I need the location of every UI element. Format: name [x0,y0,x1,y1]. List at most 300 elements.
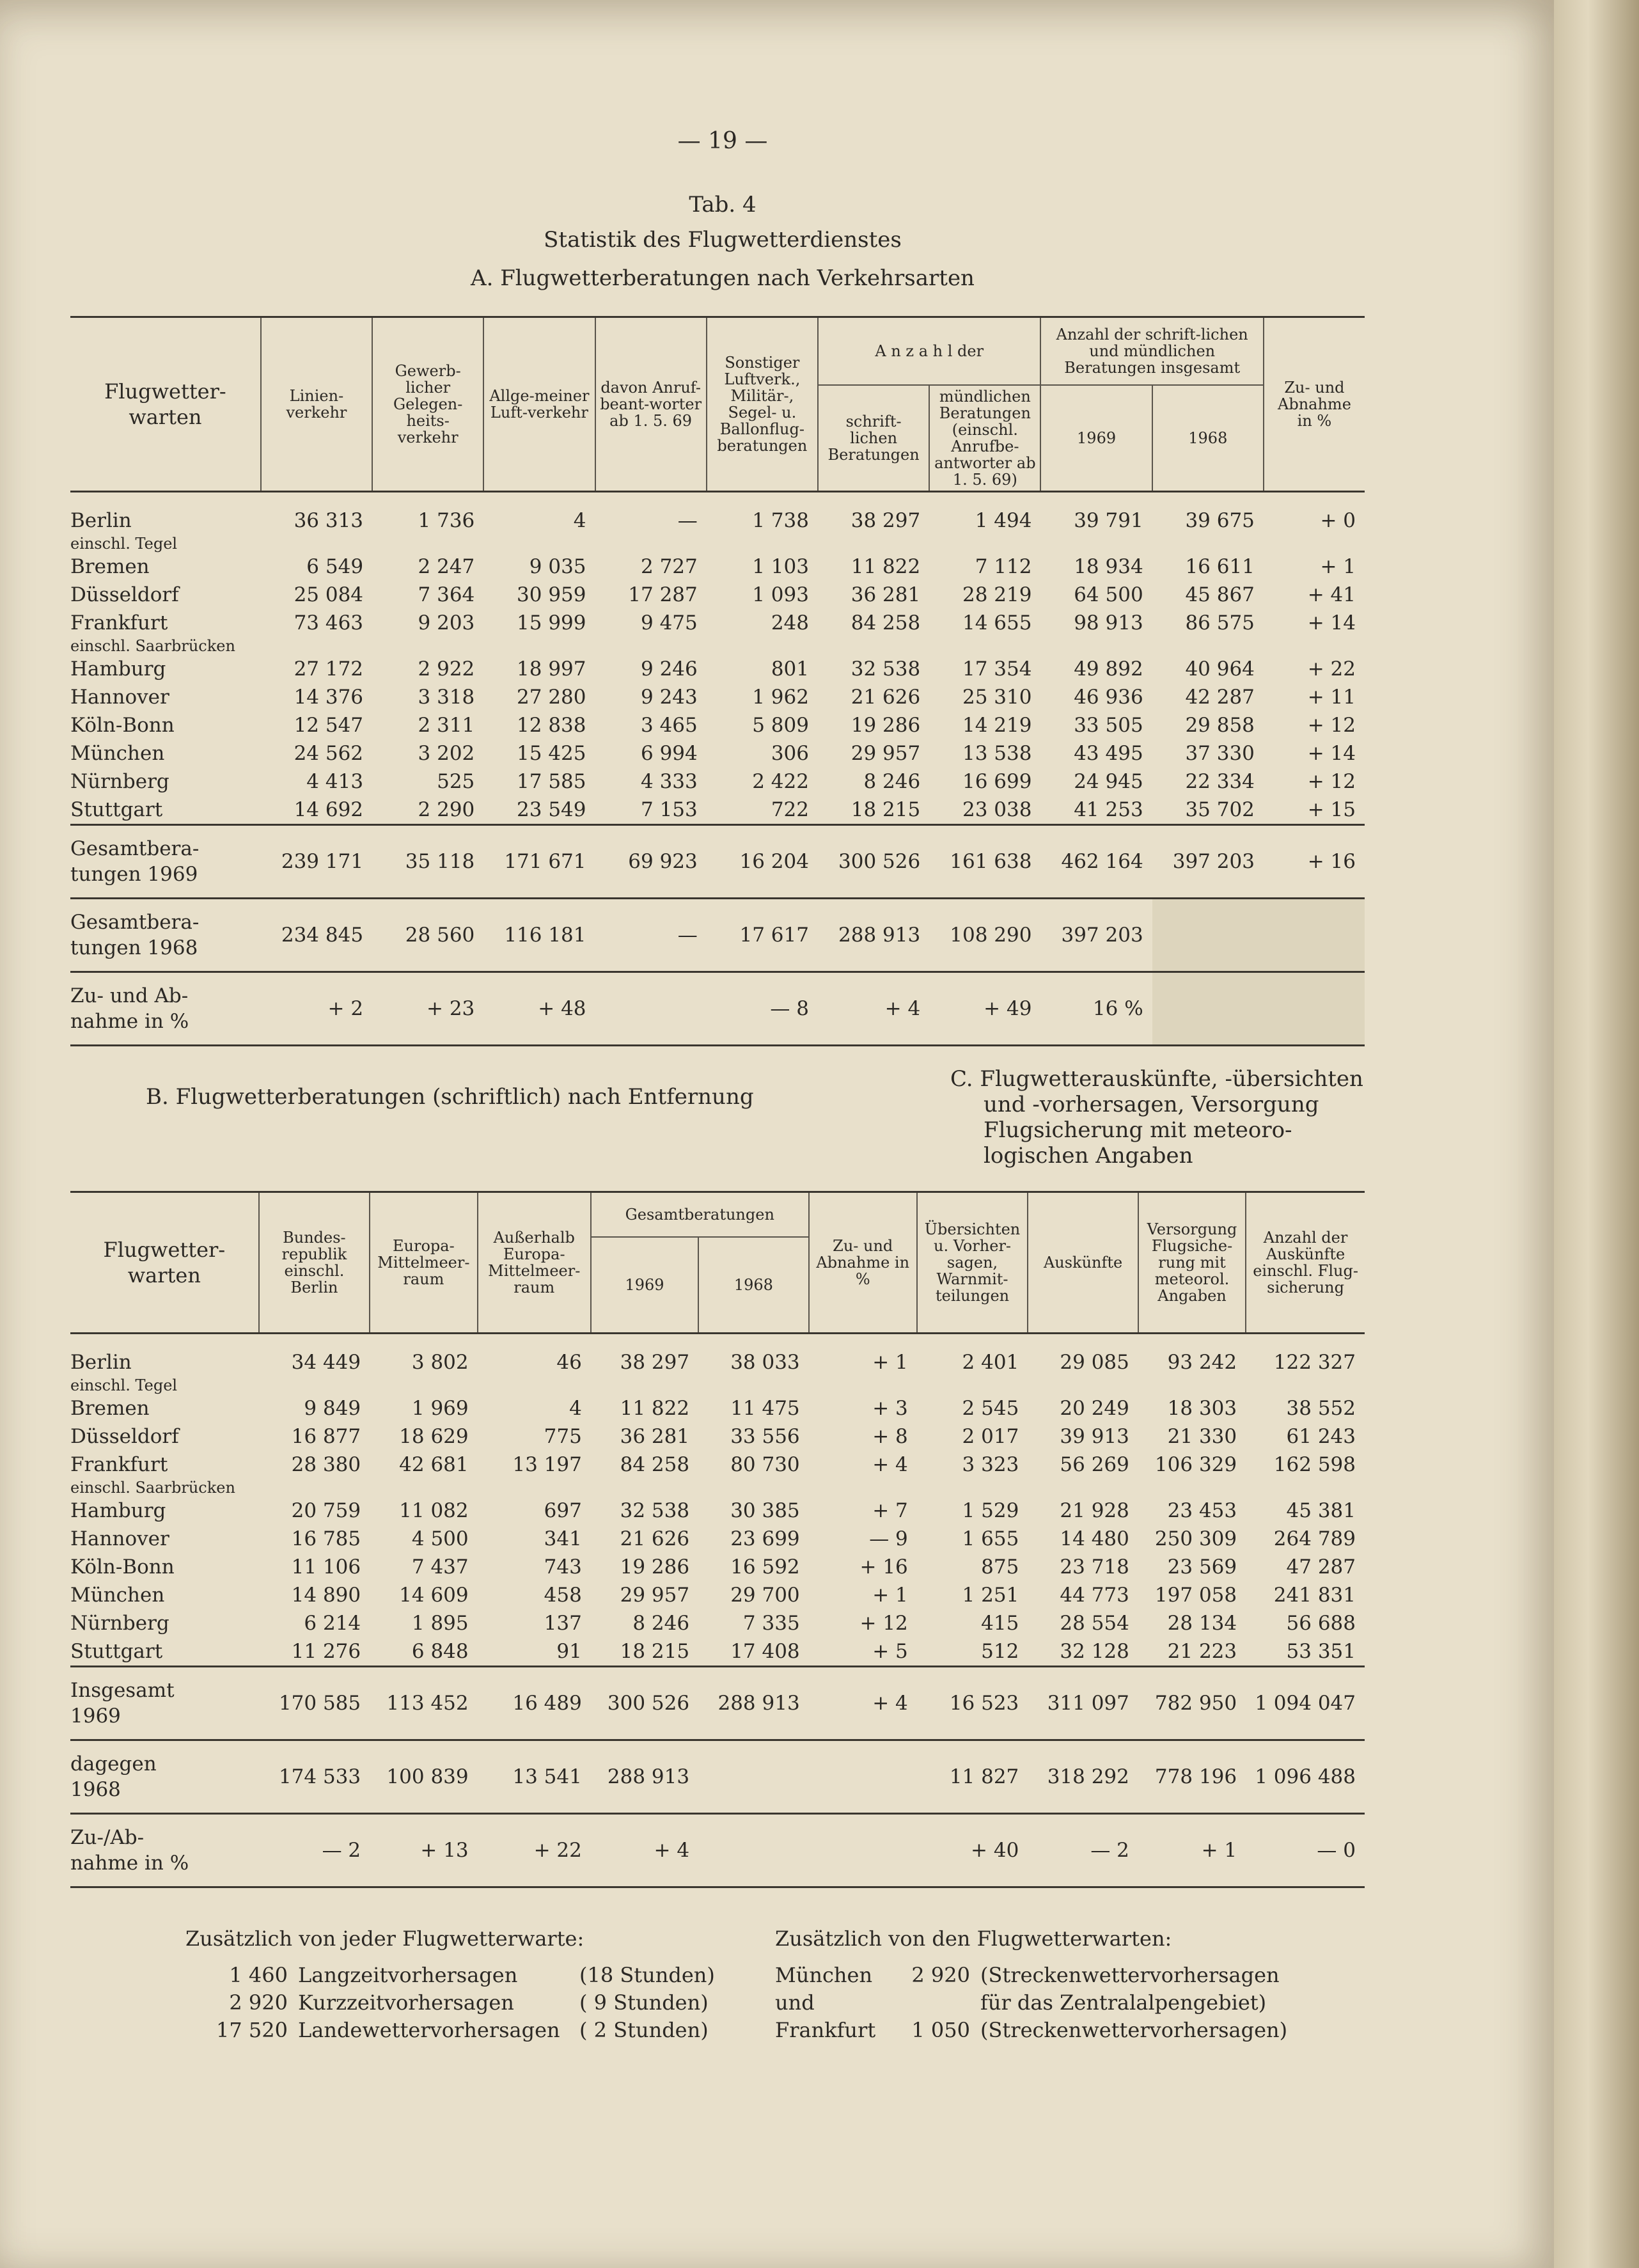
value-cell: 91 [556,1640,582,1663]
value-cell: 11 276 [291,1640,361,1663]
value-cell: 38 552 [1286,1397,1356,1420]
header-uebersichten: Übersichten u. Vorher-sagen, Warnmit-teilungen [917,1192,1028,1334]
value-cell: + 14 [1307,611,1356,634]
value-cell: 93 242 [1167,1351,1237,1374]
table-subrow [70,1376,1365,1394]
value-cell: 9 243 [641,686,698,709]
value-cell: 44 773 [1060,1584,1129,1607]
header-stations-b: Flugwetter-warten [103,1238,226,1288]
value-cell: 45 867 [1185,583,1255,606]
table-subrow [70,637,1365,655]
value-cell: 28 554 [1060,1612,1129,1635]
total-label-line: nahme in % [70,1010,189,1033]
value-cell: 11 827 [949,1765,1019,1788]
total-label-line: Gesamtbera- [70,911,200,934]
value-cell [595,972,707,1046]
table-row [70,655,1365,683]
value-cell: 778 196 [1154,1765,1237,1788]
footer-note: ( 2 Stunden) [579,2018,709,2042]
spacer [259,1376,1365,1394]
value-cell: 17 287 [628,583,698,606]
value-cell: 397 203 [1061,924,1143,947]
value-cell: 2 422 [752,770,809,793]
header-muendlich: mündlichen Beratungen (einschl. Anrufbe-antworter ab 1. 5. 69) [929,385,1040,492]
book-edge [1554,0,1639,2268]
value-cell: 241 831 [1273,1584,1356,1607]
value-cell: 14 609 [399,1584,469,1607]
value-cell: 28 560 [405,924,475,947]
value-cell: 27 172 [294,658,364,681]
value-cell: 2 290 [418,798,475,821]
value-cell: + 4 [872,1692,908,1715]
value-cell: 3 323 [962,1453,1019,1476]
value-cell: 29 085 [1060,1351,1129,1374]
value-cell: 6 994 [641,742,698,765]
value-cell: 41 253 [1074,798,1143,821]
value-cell: 23 453 [1167,1499,1237,1522]
value-cell: 25 310 [962,686,1032,709]
value-cell: 13 538 [962,742,1032,765]
value-cell: 2 017 [962,1425,1019,1448]
total-label [70,825,261,899]
header-zu-abnahme: Zu- und Abnahme in % [1264,317,1365,492]
value-cell: 4 [573,509,586,532]
value-cell: 49 892 [1074,658,1143,681]
station-name: Frankfurt [70,611,168,634]
value-cell: 775 [544,1425,582,1448]
value-cell: 16 699 [962,770,1032,793]
station-name: Hannover [70,686,169,709]
station-name: Hannover [70,1527,169,1550]
footer-count: 1 050 [911,2018,970,2042]
value-cell: 7 364 [418,583,475,606]
footer-left-item [185,2017,715,2044]
header-schriftlich: schrift-lichen Beratungen [818,385,929,492]
value-cell: 38 033 [730,1351,800,1374]
value-cell: 35 702 [1185,798,1255,821]
table-row [70,581,1365,609]
value-cell: 18 303 [1167,1397,1237,1420]
value-cell: 42 681 [399,1453,469,1476]
footer-note: (Streckenwettervorhersagen) [980,2018,1288,2042]
value-cell: 162 598 [1273,1453,1356,1476]
footer-station: München [775,1963,873,1987]
value-cell: 35 118 [405,850,475,873]
value-cell: 1 094 047 [1255,1692,1356,1715]
section-b-title: B. Flugwetterberatungen (schriftlich) nach Entfernung [146,1084,754,1110]
station-name: Hamburg [70,658,166,681]
footer-left-item [185,1989,715,2017]
value-cell: 722 [771,798,809,821]
station-name: München [70,1584,165,1607]
value-cell: 1 529 [962,1499,1019,1522]
total-label [70,899,261,972]
total-row [70,1740,1365,1814]
value-cell: 4 413 [306,770,364,793]
value-cell: 14 890 [291,1584,361,1607]
value-cell: 28 134 [1167,1612,1237,1635]
value-cell: 300 526 [838,850,921,873]
value-cell: + 4 [884,997,921,1020]
total-label [70,1740,259,1814]
value-cell: 18 215 [620,1640,690,1663]
value-cell: 39 913 [1060,1425,1129,1448]
station-subtitle: einschl. Tegel [70,535,178,553]
value-cell: 28 219 [962,583,1032,606]
spacer [259,1479,1365,1497]
value-cell: 29 957 [620,1584,690,1607]
value-cell: 1 738 [752,509,809,532]
value-cell: + 1 [872,1351,908,1374]
value-cell: 14 376 [294,686,364,709]
value-cell: + 5 [872,1640,908,1663]
value-cell: 4 500 [411,1527,469,1550]
value-cell: 1 736 [418,509,475,532]
value-cell: 17 585 [517,770,586,793]
value-cell: 14 480 [1060,1527,1129,1550]
value-cell: 2 247 [418,555,475,578]
header-1968: 1968 [1152,385,1264,492]
footer-right-item [775,1989,1287,2017]
total-row [70,972,1365,1046]
value-cell: 5 809 [752,714,809,737]
value-cell: + 1 [1201,1839,1237,1862]
value-cell: + 48 [538,997,586,1020]
value-cell: + 16 [859,1555,908,1579]
value-cell: 29 858 [1185,714,1255,737]
table-row [70,1637,1365,1667]
footer-right [775,1925,1287,2044]
value-cell: + 8 [872,1425,908,1448]
station-name: Hamburg [70,1499,166,1522]
value-cell: 45 381 [1286,1499,1356,1522]
table-row [70,1525,1365,1553]
station-name: Stuttgart [70,798,163,821]
total-label-line: Gesamtbera- [70,837,200,860]
station-name: Stuttgart [70,1640,163,1663]
value-cell: + 3 [872,1397,908,1420]
value-cell: 397 203 [1172,850,1255,873]
value-cell: 20 759 [291,1499,361,1522]
value-cell [1152,972,1264,1046]
value-cell: 782 950 [1154,1692,1237,1715]
value-cell: 56 269 [1060,1453,1129,1476]
value-cell: 6 549 [306,555,364,578]
value-cell: 458 [544,1584,582,1607]
value-cell: 61 243 [1286,1425,1356,1448]
value-cell: + 15 [1307,798,1356,821]
header-1968-b: 1968 [698,1237,809,1334]
table-b-c [70,1191,1365,1888]
value-cell: 7 335 [742,1612,800,1635]
value-cell: — 8 [770,997,809,1020]
value-cell: 53 351 [1286,1640,1356,1663]
value-cell: 1 494 [975,509,1032,532]
value-cell: 2 311 [418,714,475,737]
value-cell: 23 718 [1060,1555,1129,1579]
table-row [70,1497,1365,1525]
value-cell: + 13 [420,1839,469,1862]
value-cell: + 40 [971,1839,1019,1862]
value-cell: 6 214 [304,1612,361,1635]
value-cell [1264,972,1365,1046]
header-europa: Europa-Mittelmeer-raum [370,1192,477,1334]
value-cell: 11 082 [399,1499,469,1522]
footer-left [185,1925,715,2044]
footer-note: (18 Stunden) [579,1963,715,1987]
spacer [261,535,1365,553]
value-cell: 2 922 [418,658,475,681]
value-cell: — 9 [869,1527,908,1550]
value-cell: 40 964 [1185,658,1255,681]
table-row [70,1422,1365,1451]
value-cell [698,1740,809,1814]
value-cell: 38 297 [620,1351,690,1374]
value-cell: + 12 [1307,770,1356,793]
value-cell: — 0 [1317,1839,1356,1862]
value-cell: 239 171 [281,850,364,873]
table-row [70,507,1365,535]
value-cell: 9 849 [304,1397,361,1420]
value-cell: 14 692 [294,798,364,821]
table-row [70,683,1365,711]
header-1969: 1969 [1040,385,1152,492]
table-row [70,796,1365,825]
table-row [70,739,1365,768]
station-subtitle: einschl. Saarbrücken [70,637,235,655]
value-cell: 106 329 [1154,1453,1237,1476]
value-cell: 34 449 [291,1351,361,1374]
table-row [70,1609,1365,1637]
value-cell: 12 547 [294,714,364,737]
value-cell: 3 802 [411,1351,469,1374]
value-cell: 801 [771,658,809,681]
footer-station: und [775,1990,815,2015]
value-cell: 16 204 [739,850,809,873]
total-label-line: tungen 1969 [70,863,198,886]
value-cell: 36 281 [851,583,921,606]
footer-label: Langzeitvorhersagen [298,1963,518,1987]
value-cell: 171 671 [504,850,586,873]
value-cell: 100 839 [386,1765,469,1788]
value-cell: 17 408 [730,1640,800,1663]
total-label [70,1814,259,1887]
value-cell: 7 153 [641,798,698,821]
value-cell: 36 281 [620,1425,690,1448]
value-cell: 46 936 [1074,686,1143,709]
header-1969-b: 1969 [591,1237,698,1334]
value-cell: + 23 [427,997,475,1020]
value-cell: 20 249 [1060,1397,1129,1420]
footer-right-items [775,1962,1287,2044]
value-cell: 288 913 [607,1765,690,1788]
value-cell: 1 093 [752,583,809,606]
page-number: — 19 — [677,128,768,154]
station-name: Köln-Bonn [70,1555,175,1579]
table-a [70,316,1365,1046]
total-label-line: Insgesamt [70,1679,175,1702]
value-cell: 1 096 488 [1255,1765,1356,1788]
value-cell: — 2 [1090,1839,1129,1862]
station-name: München [70,742,165,765]
value-cell: 16 % [1092,997,1143,1020]
value-cell: 21 223 [1167,1640,1237,1663]
value-cell: 512 [981,1640,1019,1663]
value-cell: + 4 [654,1839,690,1862]
value-cell: 14 655 [962,611,1032,634]
value-cell: 875 [981,1555,1019,1579]
total-row [70,899,1365,972]
value-cell: + 2 [327,997,364,1020]
total-label-line: 1969 [70,1705,121,1728]
value-cell: + 12 [1307,714,1356,737]
value-cell: 108 290 [950,924,1032,947]
station-name: Köln-Bonn [70,714,175,737]
value-cell: 80 730 [730,1453,800,1476]
value-cell: — [677,924,698,947]
value-cell [1152,899,1264,972]
section-c-title-line: C. Flugwetterauskünfte, -übersichten [950,1066,1363,1092]
footer-note: ( 9 Stunden) [579,1990,709,2015]
table-b-c-body [70,1348,1365,1887]
table-a-body [70,507,1365,1046]
value-cell: 4 333 [641,770,698,793]
value-cell: 341 [544,1527,582,1550]
value-cell: 32 538 [851,658,921,681]
value-cell: 18 997 [517,658,586,681]
value-cell: 29 957 [851,742,921,765]
value-cell: 38 297 [851,509,921,532]
section-c-title-line: und -vorhersagen, Versorgung [984,1092,1319,1117]
value-cell: 462 164 [1061,850,1143,873]
value-cell: 16 877 [291,1425,361,1448]
header-anzahl-der: A n z a h l der [818,317,1040,386]
value-cell: 311 097 [1047,1692,1129,1715]
value-cell: 17 617 [739,924,809,947]
value-cell: 318 292 [1047,1765,1129,1788]
table-row [70,1451,1365,1479]
value-cell: — 2 [322,1839,361,1862]
value-cell: 9 246 [641,658,698,681]
value-cell: 288 913 [838,924,921,947]
value-cell: 9 035 [529,555,586,578]
value-cell: 6 848 [411,1640,469,1663]
value-cell: 56 688 [1286,1612,1356,1635]
table-row [70,1553,1365,1581]
value-cell: + 41 [1307,583,1356,606]
value-cell: + 7 [872,1499,908,1522]
value-cell: 1 655 [962,1527,1019,1550]
value-cell: 15 425 [517,742,586,765]
value-cell: 3 202 [418,742,475,765]
total-label-line: nahme in % [70,1852,189,1875]
footer-note: (Streckenwettervorhersagen [980,1963,1280,1987]
header-stations: Flugwetter-warten [104,379,226,429]
value-cell: 525 [437,770,475,793]
table-row [70,609,1365,637]
value-cell [809,1740,917,1814]
value-cell: 16 489 [512,1692,582,1715]
total-label-line: Zu- und Ab- [70,984,189,1007]
value-cell: 11 106 [291,1555,361,1579]
value-cell: 25 084 [294,583,364,606]
value-cell: 9 475 [641,611,698,634]
station-name: Nürnberg [70,770,169,793]
value-cell: 2 727 [641,555,698,578]
value-cell: 19 286 [620,1555,690,1579]
value-cell: 234 845 [281,924,364,947]
value-cell: 30 959 [517,583,586,606]
header-auskuenfte: Auskünfte [1028,1192,1138,1334]
table-row [70,553,1365,581]
total-label [70,1667,259,1740]
footer-right-item [775,2017,1287,2044]
station-name: Bremen [70,1397,150,1420]
header-anzahl: Anzahl der Auskünfte einschl. Flug-sicherung [1246,1192,1365,1334]
value-cell: 11 822 [851,555,921,578]
value-cell: 1 251 [962,1584,1019,1607]
value-cell: 39 791 [1074,509,1143,532]
value-cell: 743 [544,1555,582,1579]
value-cell: 18 215 [851,798,921,821]
value-cell: + 16 [1307,850,1356,873]
value-cell: 415 [981,1612,1019,1635]
table-row [70,1394,1365,1422]
value-cell: — [677,509,698,532]
value-cell: 37 330 [1185,742,1255,765]
total-label-line: dagegen [70,1752,157,1776]
station-name: Berlin [70,509,132,532]
value-cell: 7 437 [411,1555,469,1579]
value-cell: 1 103 [752,555,809,578]
spacer [261,637,1365,655]
station-name: Frankfurt [70,1453,168,1476]
value-cell: 19 286 [851,714,921,737]
value-cell: 23 038 [962,798,1032,821]
value-cell: 17 354 [962,658,1032,681]
value-cell: 697 [544,1499,582,1522]
footer-note: für das Zentralalpengebiet) [980,1990,1267,2015]
value-cell: 3 318 [418,686,475,709]
station-name: Bremen [70,555,150,578]
value-cell: 86 575 [1185,611,1255,634]
station-subtitle: einschl. Saarbrücken [70,1479,235,1497]
total-label-line: 1968 [70,1778,121,1801]
table-row [70,1348,1365,1376]
value-cell: 306 [771,742,809,765]
value-cell: 32 538 [620,1499,690,1522]
value-cell: + 11 [1307,686,1356,709]
header-gewerb: Gewerb-licher Gelegen-heits-verkehr [372,317,483,492]
value-cell: 2 545 [962,1397,1019,1420]
value-cell: 24 945 [1074,770,1143,793]
value-cell: 21 330 [1167,1425,1237,1448]
header-ausserhalb: Außerhalb Europa-Mittelmeer-raum [478,1192,591,1334]
table-title: Statistik des Flugwetterdienstes [544,227,902,253]
value-cell: 137 [544,1612,582,1635]
header-bundes: Bundes-republik einschl. Berlin [259,1192,370,1334]
value-cell: 64 500 [1074,583,1143,606]
station-subtitle: einschl. Tegel [70,1376,178,1394]
value-cell: 11 475 [730,1397,800,1420]
value-cell: 7 112 [975,555,1032,578]
value-cell: 122 327 [1273,1351,1356,1374]
value-cell: + 1 [872,1584,908,1607]
value-cell: 21 626 [851,686,921,709]
value-cell: 28 380 [291,1453,361,1476]
value-cell: 47 287 [1286,1555,1356,1579]
value-cell: 16 592 [730,1555,800,1579]
